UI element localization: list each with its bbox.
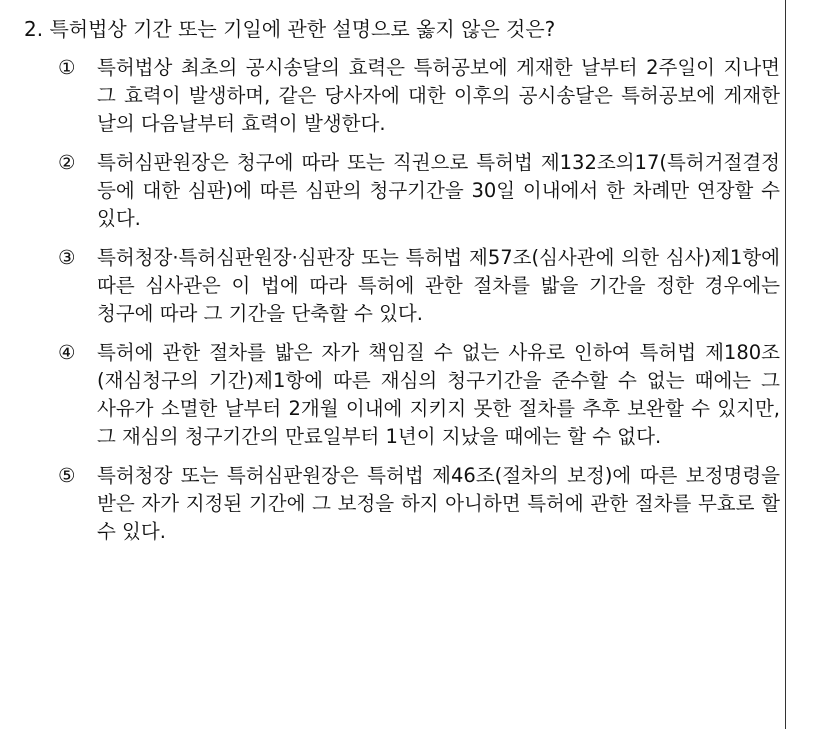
- choice-3[interactable]: [24, 244, 780, 328]
- choice-3-marker: ③: [58, 246, 76, 269]
- choice-5-marker: ⑤: [58, 464, 76, 487]
- question-stem: [24, 14, 780, 44]
- choice-1[interactable]: [24, 54, 780, 138]
- question-number: 2.: [24, 17, 44, 41]
- choice-4-text: 특허에 관한 절차를 밟은 자가 책임질 수 없는 사유로 인하여 특허법 제180조(재심청구의 기간)제1항에 따른 재심의 청구기간을 준수할 수 없는 때에는 그 사유가 소멸한 날부터 2개월 이내에 지키지 못한 절차를 추후 보완할 수 있지만, 그 재심의 청구기간의 만료일부터 1년이 지났을 때에는 할 수 없다.: [97, 341, 780, 448]
- choice-list: [24, 54, 780, 546]
- column-divider: [785, 0, 786, 729]
- choice-4-marker: ④: [58, 341, 76, 364]
- question-text: 특허법상 기간 또는 기일에 관한 설명으로 옳지 않은 것은?: [49, 17, 556, 41]
- choice-4[interactable]: [24, 339, 780, 451]
- choice-5-text: 특허청장 또는 특허심판원장은 특허법 제46조(절차의 보정)에 따른 보정명령을 받은 자가 지정된 기간에 그 보정을 하지 아니하면 특허에 관한 절차를 무효로 할 수 있다.: [97, 464, 780, 543]
- choice-2-marker: ②: [58, 151, 76, 174]
- choice-1-marker: ①: [58, 56, 76, 79]
- choice-3-text: 특허청장·특허심판원장·심판장 또는 특허법 제57조(심사관에 의한 심사)제1항에 따른 심사관은 이 법에 따라 특허에 관한 절차를 밟을 기간을 정한 경우에는 청구에 따라 그 기간을 단축할 수 있다.: [97, 246, 780, 325]
- choice-5[interactable]: [24, 462, 780, 546]
- question-block: [24, 14, 780, 557]
- choice-1-text: 특허법상 최초의 공시송달의 효력은 특허공보에 게재한 날부터 2주일이 지나면 그 효력이 발생하며, 같은 당사자에 대한 이후의 공시송달은 특허공보에 게재한 날의 다음날부터 효력이 발생한다.: [97, 56, 780, 135]
- choice-2-text: 특허심판원장은 청구에 따라 또는 직권으로 특허법 제132조의17(특허거절결정 등에 대한 심판)에 따른 심판의 청구기간을 30일 이내에서 한 차례만 연장할 수 있다.: [97, 151, 780, 230]
- choice-2[interactable]: [24, 149, 780, 233]
